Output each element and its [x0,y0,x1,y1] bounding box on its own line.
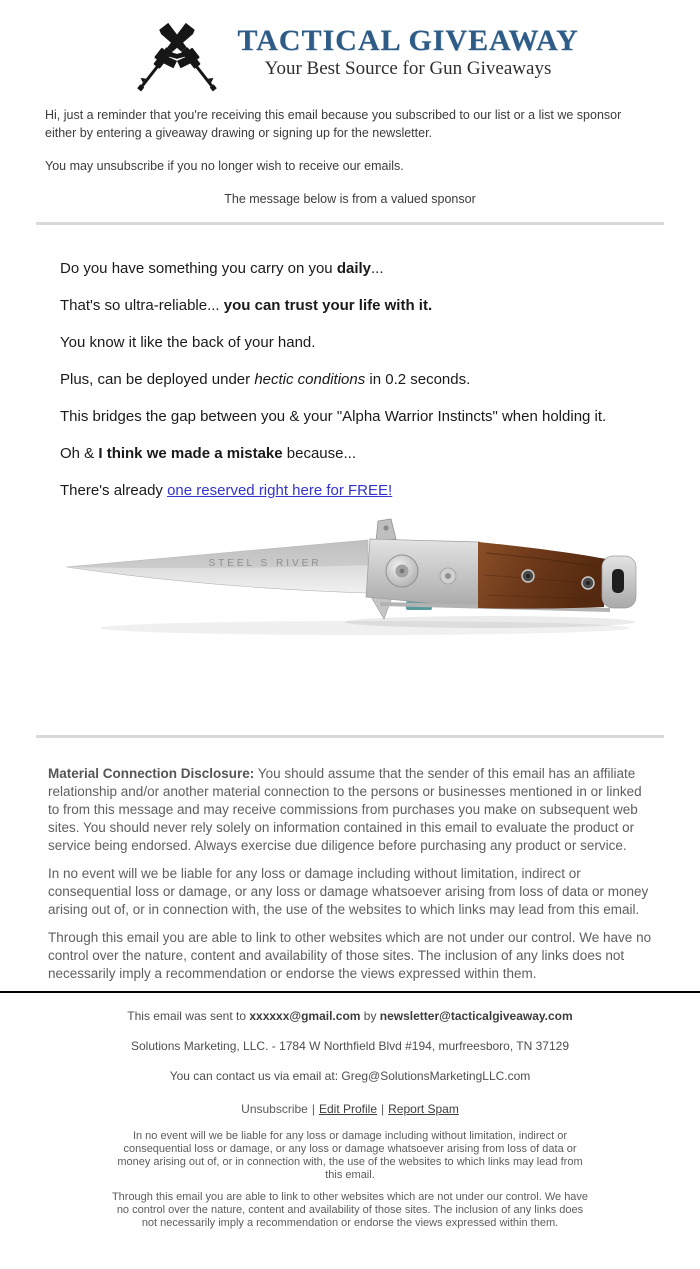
product-photo-knife [40,509,660,647]
link-separator: | [381,1102,385,1116]
contact-line: You can contact us via email at: Greg@SolutionsMarketingLLC.com [169,1069,531,1083]
body-paragraph-4: Plus, can be deployed under hectic conditions in 0.2 seconds. [60,371,471,388]
body-paragraph-2: That's so ultra-reliable... you can trust your life with it. [60,297,433,314]
recipient-email: xxxxxx@gmail.com [249,1009,361,1023]
brand-tagline: Your Best Source for Gun Giveaways [264,57,552,79]
sent-to-line: This email was sent to xxxxxx@gmail.com by newsletter@tacticalgiveaway.com [127,1009,573,1023]
subscription-reminder-text: Hi, just a reminder that you're receiving this email because you subscribed to our list or a list we sponsor either by entering a giveaway drawing or signing up for the newsletter. [45,108,622,140]
link-separator: | [311,1102,315,1116]
disclosure-paragraph-1: Material Connection Disclosure: You should assume that the sender of this email has an affiliate relationship and/or another material connection to the persons or businesses mentioned in or linked to from this message and may receive commissions from purchases you make on subsequent web sites. You should never rely solely on information contained in this email to evaluate the product or service being endorsed. Always exercise due diligence before purchasing any product or service. [48,766,642,853]
brand-text [237,25,578,80]
divider-top [36,222,664,225]
sponsor-note-text: The message below is from a valued sponsor [224,192,476,206]
footer-legal-paragraph-2: Through this email you are able to link to other websites which are not under our control. We have no control over the nature, content and availability of those sites. The inclusion of any links does not necessarily imply a recommendation or endorse the views expressed within them. [111,1191,589,1229]
free-knife-offer-link[interactable]: one reserved right here for FREE! [167,482,393,499]
footer-links-row [0,1102,700,1116]
brand-header [0,0,700,98]
unsubscribe-link[interactable]: Unsubscribe [241,1102,308,1116]
knife-image [50,509,650,641]
report-spam-link[interactable]: Report Spam [388,1102,459,1116]
brand-title: TACTICAL GIVEAWAY [237,23,579,57]
unsubscribe-note-text: You may unsubscribe if you no longer wish to receive our emails. [45,159,404,173]
disclosure-paragraph-2: In no event will we be liable for any loss or damage including without limitation, indirect or consequential loss or damage, or any loss or damage whatsoever arising from loss of data or money arising out of, or in connection with, the use of the websites to which links may lead from this email. [48,866,649,917]
company-address-line: Solutions Marketing, LLC. - 1784 W Northfield Blvd #194, murfreesboro, TN 37129 [131,1039,569,1053]
preheader-disclaimer [0,106,700,208]
body-paragraph-1: Do you have something you carry on you daily... [60,260,384,277]
body-paragraph-5: This bridges the gap between you & your "Alpha Warrior Instincts" when holding it. [60,408,607,425]
sponsor-message [0,259,700,647]
sender-email: newsletter@tacticalgiveaway.com [379,1009,573,1023]
contact-email: Greg@SolutionsMarketingLLC.com [341,1069,531,1083]
footer-legal-paragraph-1: In no event will we be liable for any loss or damage including without limitation, indirect or consequential loss or damage, or any loss or damage whatsoever arising from loss of data or money arising out of, or in connection with, the use of the websites to which links may lead from this email. [117,1130,583,1181]
footer-rule [0,991,700,993]
body-paragraph-7: There's already one reserved right here for FREE! [60,482,393,499]
knife-brand-etching: STEEL S RIVER [208,558,322,569]
body-paragraph-3: You know it like the back of your hand. [60,334,316,351]
email-footer [0,1009,700,1230]
body-paragraph-6: Oh & I think we made a mistake because... [60,445,356,462]
edit-profile-link[interactable]: Edit Profile [318,1102,378,1116]
disclosure-paragraph-3: Through this email you are able to link to other websites which are not under our control. We have no control over the nature, content and availability of those sites. The inclusion of any links does not necessarily imply a recommendation or endorse the views expressed within them. [48,930,652,981]
divider-bottom [36,735,664,738]
disclosure-section [0,765,700,983]
disclosure-heading: Material Connection Disclosure: [48,766,255,781]
crossed-rifles-icon [121,6,233,98]
